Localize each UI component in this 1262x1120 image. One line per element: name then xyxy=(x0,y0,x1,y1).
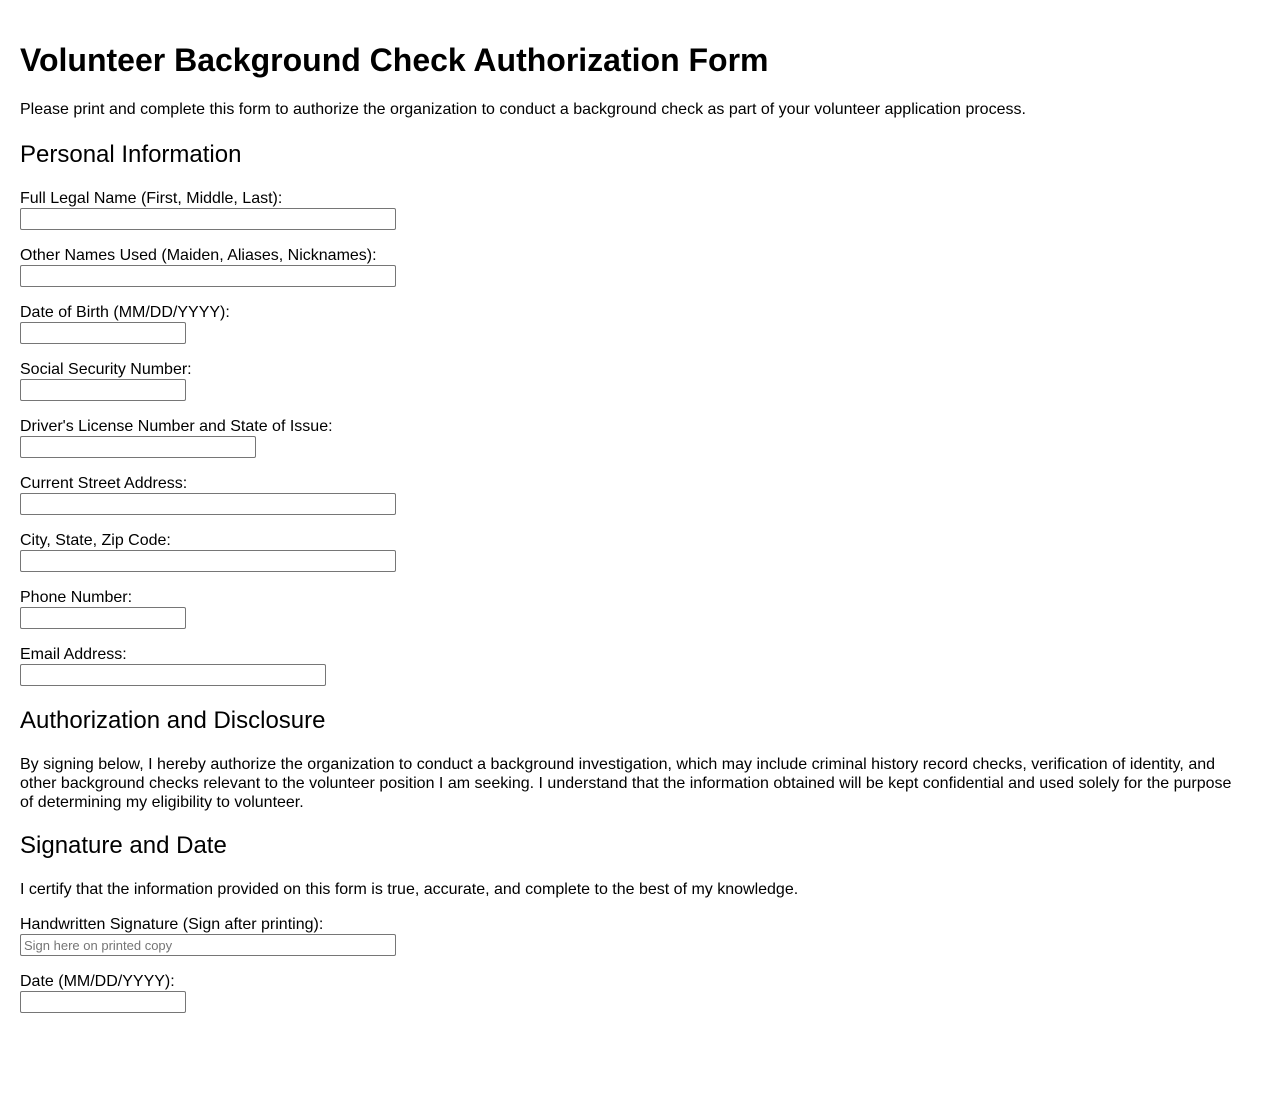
drivers-license-input[interactable] xyxy=(20,436,256,458)
phone-label: Phone Number: xyxy=(20,589,133,606)
dob-field xyxy=(20,303,230,344)
intro-text: Please print and complete this form to authorize the organization to conduct a background check as part of your volunteer application process. xyxy=(20,101,1026,118)
signature-label: Handwritten Signature (Sign after printing): xyxy=(20,916,324,933)
city-state-zip-input[interactable] xyxy=(20,550,396,572)
authorization-heading: Authorization and Disclosure xyxy=(20,707,326,734)
ssn-input[interactable] xyxy=(20,379,186,401)
other-names-input[interactable] xyxy=(20,265,396,287)
ssn-label: Social Security Number: xyxy=(20,361,192,378)
signature-heading: Signature and Date xyxy=(20,832,227,859)
email-label: Email Address: xyxy=(20,646,127,663)
dob-label: Date of Birth (MM/DD/YYYY): xyxy=(20,304,230,321)
personal-info-heading: Personal Information xyxy=(20,141,242,168)
authorization-text: By signing below, I hereby authorize the organization to conduct a background investigation, which may include criminal history record checks, verification of identity, and other background checks relevant to the volunteer position I am seeking. I understand that the information obtained will be kept confidential and used solely for the purpose of determining my eligibility to volunteer. xyxy=(20,756,1232,811)
full-name-label: Full Legal Name (First, Middle, Last): xyxy=(20,190,283,207)
date-field xyxy=(20,972,186,1013)
city-state-zip-label: City, State, Zip Code: xyxy=(20,532,171,549)
dob-input[interactable] xyxy=(20,322,186,344)
street-address-field xyxy=(20,474,396,515)
full-name-input[interactable] xyxy=(20,208,396,230)
signature-input[interactable] xyxy=(20,934,396,956)
street-address-label: Current Street Address: xyxy=(20,475,188,492)
full-name-field xyxy=(20,189,396,230)
phone-field xyxy=(20,588,186,629)
date-input[interactable] xyxy=(20,991,186,1013)
email-input[interactable] xyxy=(20,664,326,686)
signature-field xyxy=(20,915,396,956)
date-label: Date (MM/DD/YYYY): xyxy=(20,973,175,990)
phone-input[interactable] xyxy=(20,607,186,629)
drivers-license-field xyxy=(20,417,333,458)
certify-text: I certify that the information provided on this form is true, accurate, and complete to the best of my knowledge. xyxy=(20,881,799,898)
page-title: Volunteer Background Check Authorization Form xyxy=(20,42,769,78)
other-names-label: Other Names Used (Maiden, Aliases, Nicknames): xyxy=(20,247,377,264)
other-names-field xyxy=(20,246,396,287)
email-field xyxy=(20,645,326,686)
city-state-zip-field xyxy=(20,531,396,572)
street-address-input[interactable] xyxy=(20,493,396,515)
ssn-field xyxy=(20,360,192,401)
drivers-license-label: Driver's License Number and State of Issue: xyxy=(20,418,333,435)
